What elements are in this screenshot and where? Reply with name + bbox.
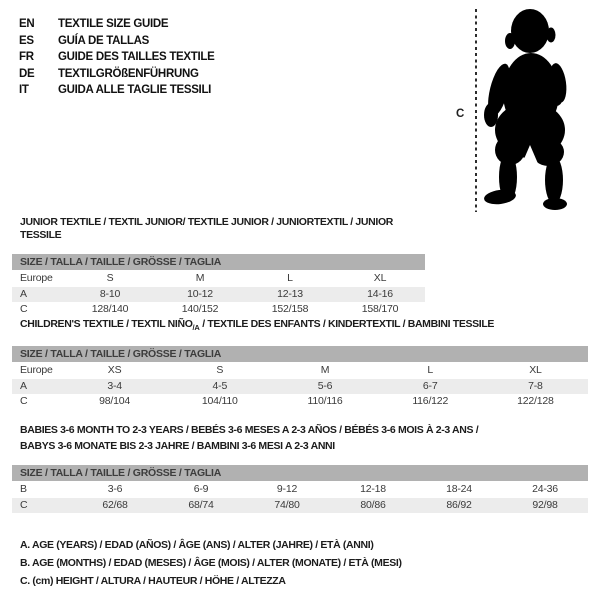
table-title — [12, 216, 425, 242]
table-title — [12, 318, 588, 334]
footnotes — [20, 536, 402, 590]
size-cell: 12-13 — [277, 287, 303, 300]
footnote-b: B. AGE (MONTHS) / EDAD (MESES) / ÂGE (MOIS) / ALTER (MONATE) / ETÀ (MESI) — [20, 557, 402, 569]
language-row — [19, 33, 215, 50]
row-label: Europe — [20, 364, 53, 377]
size-cell: 6-9 — [193, 483, 209, 495]
language-row — [19, 82, 215, 99]
size-cell: 18-24 — [446, 483, 472, 495]
language-guide-title: TEXTILE SIZE GUIDE — [58, 18, 169, 30]
table-row — [12, 363, 588, 379]
table-row — [12, 287, 425, 303]
language-guide-title: GUIDA ALLE TAGLIE TESSILI — [58, 84, 212, 96]
height-measure-line — [475, 9, 477, 212]
language-row — [19, 16, 215, 33]
table-row — [12, 379, 588, 395]
size-cell: 110/116 — [307, 395, 343, 408]
size-cell: 10-12 — [187, 287, 213, 300]
height-measure-label: C — [456, 108, 465, 120]
row-label: C — [20, 498, 28, 511]
size-cell: 104/110 — [201, 395, 238, 408]
title-segment: /A — [192, 323, 200, 333]
title-segment: CHILDREN'S TEXTILE / TEXTIL NIÑO — [20, 318, 193, 330]
table-title-line — [20, 438, 588, 454]
language-code: DE — [19, 67, 35, 80]
footnote-c: C. (cm) HEIGHT / ALTURA / HAUTEUR / HÖHE / ALTEZZA — [20, 575, 286, 587]
size-cell: 116/122 — [412, 395, 449, 408]
table-row — [12, 271, 425, 287]
size-cell: 7-8 — [528, 379, 543, 392]
row-label: C — [20, 395, 28, 408]
size-cell: 80/86 — [360, 498, 386, 511]
size-cell: 128/140 — [91, 303, 129, 315]
table-title — [12, 422, 588, 454]
table-row — [12, 394, 588, 410]
size-cell: 14-16 — [367, 287, 393, 300]
size-cell: 158/170 — [361, 303, 399, 315]
size-cell: 3-4 — [107, 379, 122, 392]
table-row — [12, 498, 588, 514]
size-cell: L — [287, 272, 293, 284]
language-code: EN — [19, 18, 35, 30]
size-cell: 62/68 — [102, 498, 128, 511]
title-segment: JUNIOR TEXTILE / TEXTIL JUNIOR/ TEXTILE JUNIOR / JUNIORTEXTIL / JUNIOR TESSILE — [20, 216, 393, 241]
size-cell: 152/158 — [271, 303, 309, 315]
table-title-line — [20, 318, 588, 334]
size-cell: 92/98 — [532, 498, 558, 511]
size-header-bar: SIZE / TALLA / TAILLE / GRÖSSE / TAGLIA — [12, 346, 588, 362]
size-cell: XL — [373, 272, 387, 284]
footnote-a: A. AGE (YEARS) / EDAD (AÑOS) / ÂGE (ANS) / ALTER (JAHRE) / ETÀ (ANNI) — [20, 539, 374, 551]
size-cell: L — [427, 364, 434, 377]
size-cell: 74/80 — [274, 498, 300, 511]
title-segment: BABYS 3-6 MONATE BIS 2-3 JAHRE / BAMBINI 3-6 MESI A 2-3 ANNI — [20, 440, 335, 452]
row-label: C — [20, 303, 28, 315]
size-cell: 24-36 — [532, 483, 558, 495]
size-cell: 68/74 — [188, 498, 214, 511]
baby-silhouette-icon — [482, 5, 582, 212]
language-row — [19, 49, 215, 66]
size-cell: S — [106, 272, 114, 284]
size-cell: 86/92 — [446, 498, 472, 511]
language-list — [19, 16, 215, 99]
language-guide-title: GUIDE DES TAILLES TEXTILE — [58, 51, 215, 63]
title-segment: / TEXTILE DES ENFANTS / KINDERTEXTIL / BAMBINI TESSILE — [199, 318, 495, 330]
table-row — [12, 482, 588, 498]
size-cell: 9-12 — [276, 483, 298, 495]
size-cell: 5-6 — [317, 379, 333, 392]
size-header-bar: SIZE / TALLA / TAILLE / GRÖSSE / TAGLIA — [12, 254, 425, 270]
table-row — [12, 302, 425, 318]
size-cell: M — [320, 364, 330, 377]
size-cell: M — [195, 272, 205, 284]
size-cell: 8-10 — [99, 287, 121, 300]
title-segment: BABIES 3-6 MONTH TO 2-3 YEARS / BEBÉS 3-6 MESES A 2-3 AÑOS / BÉBÉS 3-6 MOIS À 2-3 ANS / — [20, 424, 479, 436]
language-guide-title: TEXTILGRÖßENFÜHRUNG — [58, 67, 199, 80]
size-table-babies — [12, 422, 588, 513]
size-cell: 98/104 — [99, 395, 131, 408]
size-cell: 3-6 — [107, 483, 123, 495]
size-header-bar: SIZE / TALLA / TAILLE / GRÖSSE / TAGLIA — [12, 465, 588, 481]
size-cell: 140/152 — [181, 303, 219, 315]
language-row — [19, 66, 215, 83]
row-label: A — [20, 379, 27, 392]
size-cell: 12-18 — [360, 483, 386, 495]
table-title-line — [20, 216, 425, 242]
row-label: Europe — [20, 272, 53, 284]
size-table-junior — [12, 216, 425, 318]
size-cell: XL — [529, 364, 542, 377]
row-label: A — [20, 287, 27, 300]
language-code: IT — [19, 84, 29, 96]
size-table-children — [12, 318, 588, 410]
size-cell: 4-5 — [212, 379, 228, 392]
language-code: ES — [19, 34, 34, 47]
size-cell: XS — [107, 364, 122, 377]
row-label: B — [20, 483, 27, 495]
table-title-line — [20, 422, 588, 438]
size-cell: 6-7 — [422, 379, 438, 392]
size-cell: 122/128 — [517, 395, 554, 408]
size-cell: S — [216, 364, 224, 377]
language-code: FR — [19, 51, 34, 63]
language-guide-title: GUÍA DE TALLAS — [58, 34, 149, 47]
